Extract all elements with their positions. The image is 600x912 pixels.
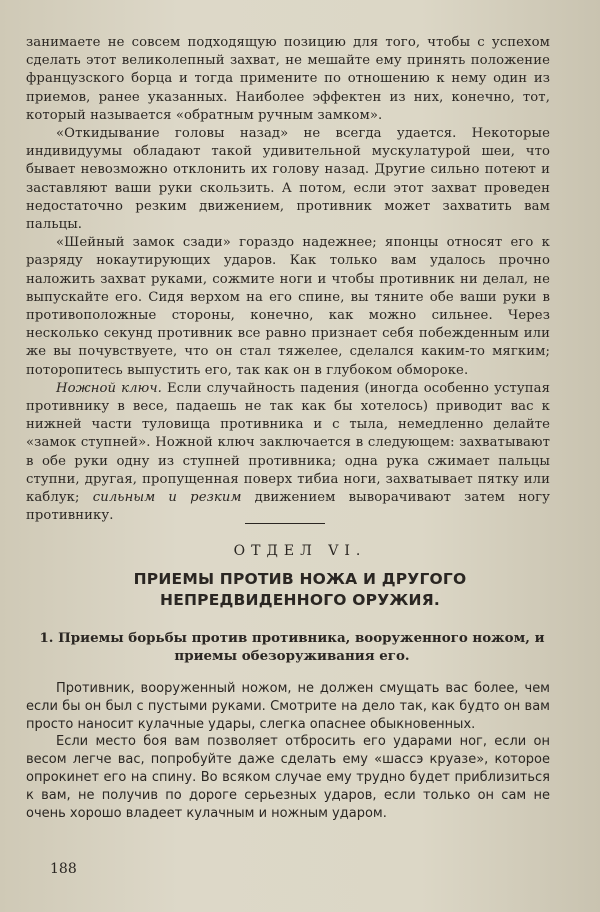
subsection-title: 1. Приемы борьбы против противника, вооруженного ножом, и приемы обезоруживания его. — [39, 630, 545, 664]
foot-lock-term: Ножной ключ. — [56, 380, 162, 396]
section-divider — [245, 523, 325, 524]
paragraph-knife-kicks: Если место боя вам позволяет отбросить его ударами ног, если он весом легче вас, попробуйте даже сделать ему «шассэ круазе», которое опрокинет его на спину. Во всяком случае ему трудно будет приблизиться к вам, не получив по дороге серьезных ударов, если только он сам не очень хорошо владеет кулачным и ножным ударом. — [26, 734, 550, 821]
section-label: ОТДЕЛ VI. — [233, 543, 367, 559]
page-number: 188 — [50, 861, 77, 877]
foot-lock-text-1: Если случайность падения (иногда особенно уступая противнику в весе, падаешь не так как бы хотелось) приводит вас к нижней части туловища противника и с тыла, немедленно делайте «замок ступней». Ножной ключ заключается в следующем: захватывают в обе руки одну из ступней противника; одна рука сжимает пальцы ступни, другая, пропущенная поверх тибиа ноги, захватывает пятку или каблук; — [26, 380, 550, 506]
paragraph-foot-lock — [26, 380, 550, 526]
section-title: ПРИЕМЫ ПРОТИВ НОЖА И ДРУГОГО НЕПРЕДВИДЕННОГО ОРУЖИЯ. — [133, 570, 467, 609]
foot-lock-text-2: движением выворачивают затем ногу противнику. — [26, 490, 550, 524]
subsection-text-block — [26, 680, 550, 822]
foot-lock-emphasis: сильным и резким — [92, 490, 242, 506]
paragraph-head-tilt: «Откидывание головы назад» не всегда удается. Некоторые индивидуумы обладают такой удивительной мускулатурой шеи, что бывает невозможно отклонить их голову назад. Другие сильно потеют и заставляют ваши руки скользить. А потом, если этот захват проведен недостаточно резким движением, противник может захватить вам пальцы. — [26, 126, 550, 233]
paragraph-continuation: занимаете не совсем подходящую позицию для того, чтобы с успехом сделать этот великолепный захват, не мешайте ему принять положение французского борца и тогда примените по отношению к нему один из приемов, ранее указанных. Наиболее эффектен из них, конечно, тот, который называется «обратным ручным замком». — [26, 35, 550, 123]
paragraph-knife-intro: Противник, вооруженный ножом, не должен смущать вас более, чем если бы он был с пустыми руками. Смотрите на дело так, как будто он вам просто наносит кулачные удары, слегка опаснее обыкновенных. — [26, 681, 550, 732]
main-text-block — [26, 34, 550, 525]
paragraph-neck-lock: «Шейный замок сзади» гораздо надежнее; японцы относят его к разряду нокаутирующих ударов. Как только вам удалось прочно наложить захват руками, сожмите ноги и чтобы противник ни делал, не выпускайте его. Сидя верхом на его спине, вы тяните обе ваши руки в противоположные стороны, конечно, как можно сильнее. Через несколько секунд противник все равно признает себя побежденным или же вы почувствуете, что он стал тяжелее, сделался каким-то мягким; поторопитесь выпустить его, так как он в глубоком обмороке. — [26, 235, 550, 378]
